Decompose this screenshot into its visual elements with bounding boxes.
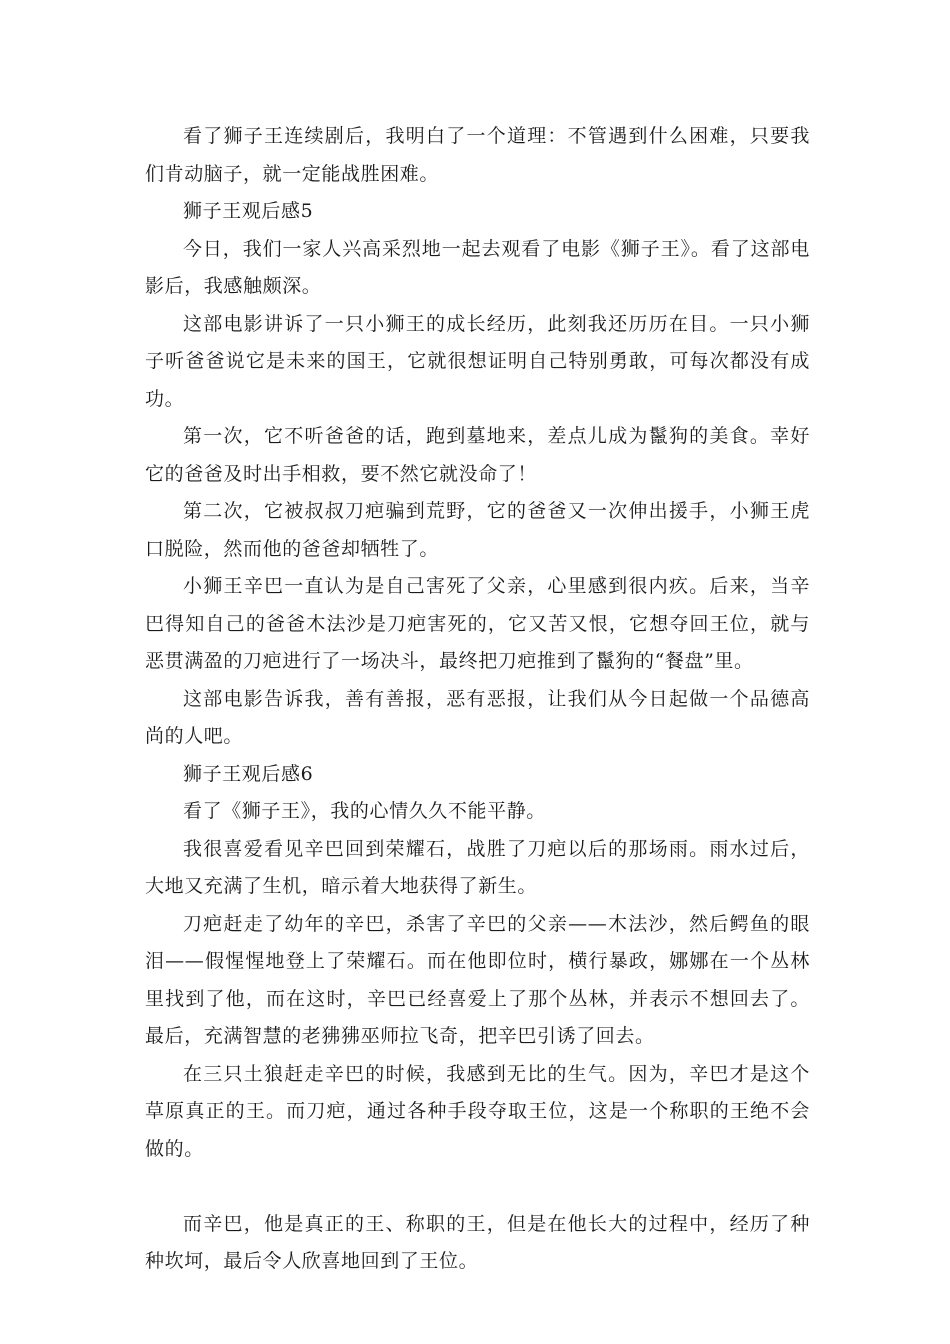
paragraph: 而辛巴，他是真正的王、称职的王，但是在他长大的过程中，经历了种种坎坷，最后令人欣喜地回到了王位。	[145, 1212, 810, 1272]
paragraph: 小狮王辛巴一直认为是自己害死了父亲，心里感到很内疚。后来，当辛巴得知自己的爸爸木法沙是刀疤害死的，它又苦又恨，它想夺回王位，就与恶贯满盈的刀疤进行了一场决斗，最终把刀疤推到了鬣狗的“餐盘”里。	[145, 575, 810, 672]
section-heading: 狮子王观后感6	[183, 762, 314, 785]
blank-line	[145, 1168, 810, 1206]
article-body	[145, 118, 810, 1281]
paragraph: 看了《狮子王》，我的心情久久不能平静。	[183, 800, 546, 822]
paragraph: 第一次，它不听爸爸的话，跑到墓地来，差点儿成为鬣狗的美食。幸好它的爸爸及时出手相救，要不然它就没命了！	[145, 425, 810, 485]
paragraph: 今日，我们一家人兴高采烈地一起去观看了电影《狮子王》。看了这部电影后，我感触颇深。	[145, 237, 810, 297]
paragraph: 看了狮子王连续剧后，我明白了一个道理：不管遇到什么困难，只要我们肯动脑子，就一定能战胜困难。	[145, 125, 810, 185]
section-heading: 狮子王观后感5	[183, 200, 314, 222]
paragraph: 在三只土狼赶走辛巴的时候，我感到无比的生气。因为，辛巴才是这个草原真正的王。而刀疤，通过各种手段夺取王位，这是一个称职的王绝不会做的。	[145, 1062, 810, 1160]
paragraph: 这部电影讲诉了一只小狮王的成长经历，此刻我还历历在目。一只小狮子听爸爸说它是未来的国王，它就很想证明自己特别勇敢，可每次都没有成功。	[145, 312, 810, 410]
paragraph: 刀疤赶走了幼年的辛巴，杀害了辛巴的父亲——木法沙，然后鳄鱼的眼泪——假惺惺地登上了荣耀石。而在他即位时，横行暴政，娜娜在一个丛林里找到了他，而在这时，辛巴已经喜爱上了那个丛林，并表示不想回去了。最后，充满智慧的老狒狒巫师拉飞奇，把辛巴引诱了回去。	[145, 912, 810, 1047]
paragraph: 我很喜爱看见辛巴回到荣耀石，战胜了刀疤以后的那场雨。雨水过后，大地又充满了生机，暗示着大地获得了新生。	[145, 837, 810, 897]
paragraph: 第二次，它被叔叔刀疤骗到荒野，它的爸爸又一次伸出援手，小狮王虎口脱险，然而他的爸爸却牺牲了。	[145, 500, 810, 560]
paragraph: 这部电影告诉我，善有善报，恶有恶报，让我们从今日起做一个品德高尚的人吧。	[145, 687, 810, 747]
